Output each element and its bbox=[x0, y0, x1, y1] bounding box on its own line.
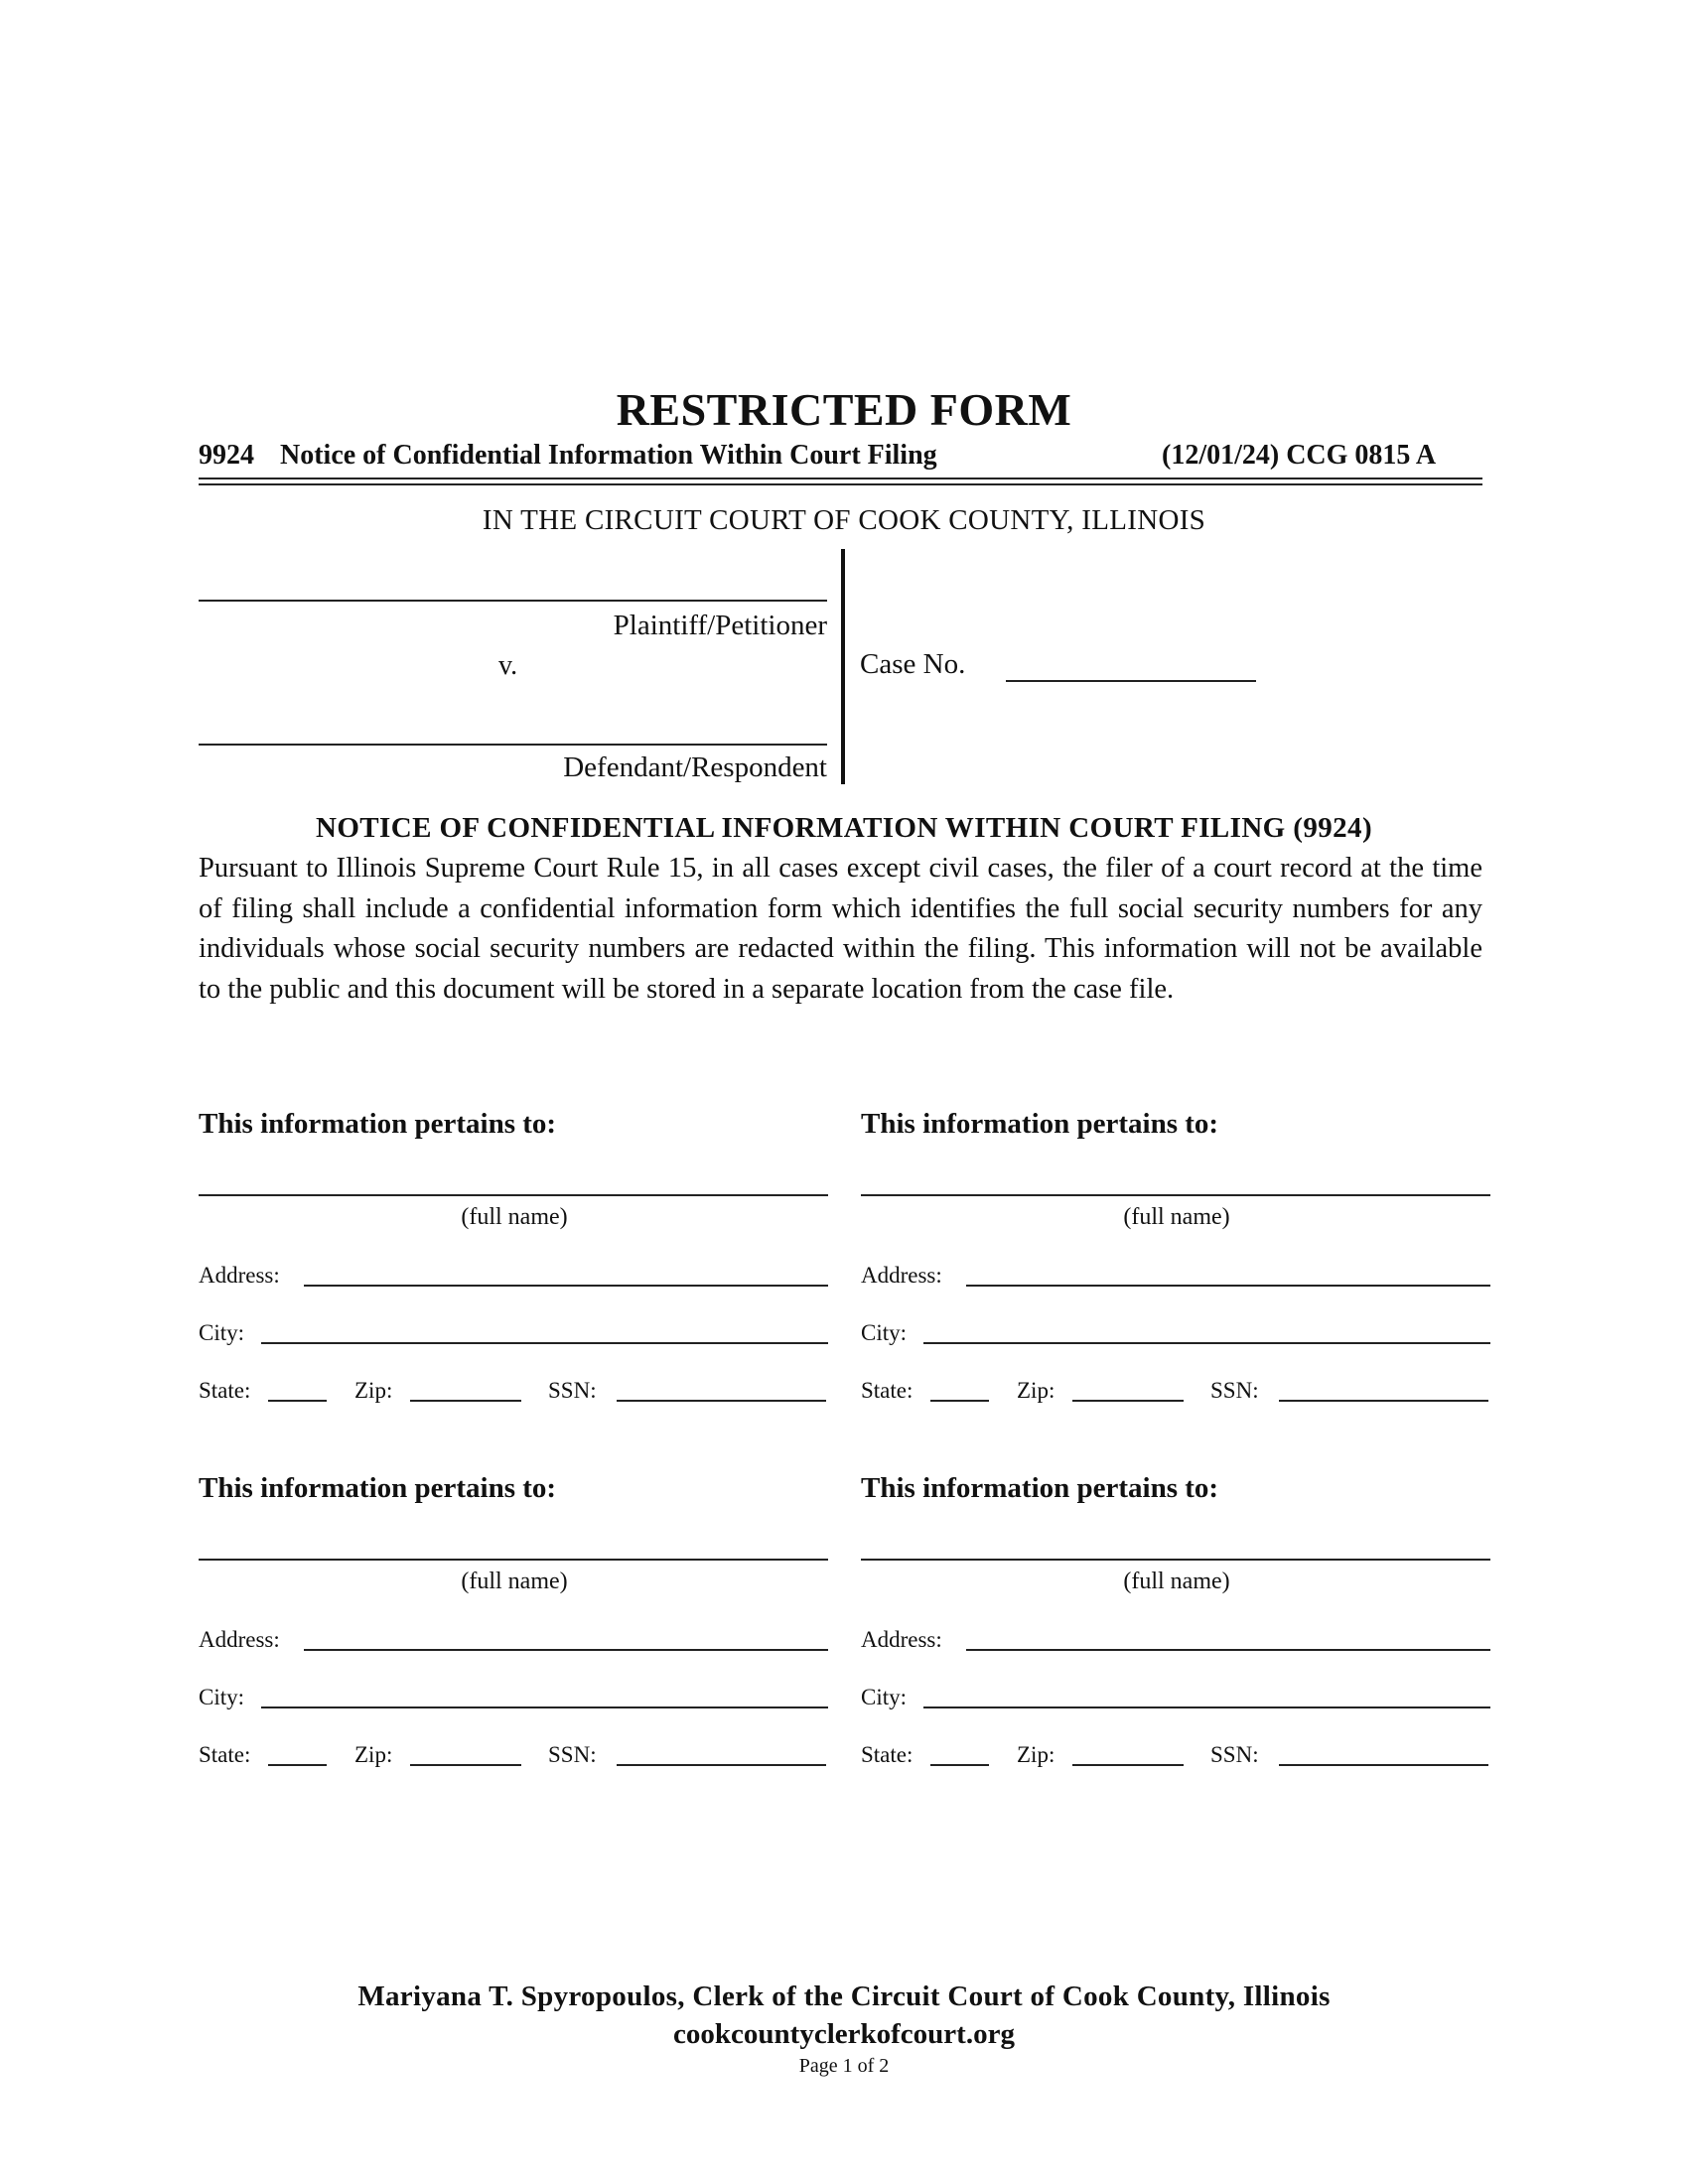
zip-field[interactable] bbox=[410, 1764, 521, 1766]
pertains-heading: This information pertains to: bbox=[199, 1108, 557, 1140]
caption-divider bbox=[841, 549, 845, 784]
zip-label: Zip: bbox=[1017, 1378, 1055, 1403]
city-field[interactable] bbox=[261, 1342, 828, 1344]
ssn-field[interactable] bbox=[617, 1400, 826, 1402]
state-field[interactable] bbox=[268, 1764, 327, 1766]
zip-label: Zip: bbox=[354, 1378, 393, 1403]
address-field[interactable] bbox=[966, 1285, 1490, 1287]
ssn-field[interactable] bbox=[1279, 1400, 1488, 1402]
ssn-label: SSN: bbox=[548, 1742, 597, 1767]
address-field[interactable] bbox=[966, 1649, 1490, 1651]
case-no-label: Case No. bbox=[860, 648, 966, 680]
pertains-heading: This information pertains to: bbox=[861, 1108, 1219, 1140]
city-field[interactable] bbox=[923, 1342, 1490, 1344]
case-no-field[interactable] bbox=[1006, 680, 1256, 682]
ssn-label: SSN: bbox=[1210, 1378, 1259, 1403]
city-label: City: bbox=[861, 1685, 908, 1709]
defendant-label: Defendant/Respondent bbox=[563, 751, 827, 783]
full-name-field[interactable] bbox=[861, 1559, 1490, 1561]
zip-field[interactable] bbox=[410, 1400, 521, 1402]
form-title: RESTRICTED FORM bbox=[616, 384, 1072, 435]
city-field[interactable] bbox=[923, 1706, 1490, 1708]
ssn-field[interactable] bbox=[1279, 1764, 1488, 1766]
zip-field[interactable] bbox=[1072, 1764, 1184, 1766]
plaintiff-name-line[interactable] bbox=[199, 600, 827, 602]
full-name-field[interactable] bbox=[199, 1559, 828, 1561]
zip-field[interactable] bbox=[1072, 1400, 1184, 1402]
full-name-field[interactable] bbox=[199, 1194, 828, 1196]
address-field[interactable] bbox=[304, 1285, 828, 1287]
ssn-field[interactable] bbox=[617, 1764, 826, 1766]
pertains-heading: This information pertains to: bbox=[861, 1472, 1219, 1504]
address-field[interactable] bbox=[304, 1649, 828, 1651]
court-name: IN THE CIRCUIT COURT OF COOK COUNTY, ILLINOIS bbox=[482, 504, 1206, 536]
state-label: State: bbox=[861, 1742, 914, 1767]
pertains-heading: This information pertains to: bbox=[199, 1472, 557, 1504]
full-name-caption: (full name) bbox=[1123, 1569, 1230, 1594]
form-number: 9924 bbox=[199, 440, 254, 471]
full-name-caption: (full name) bbox=[461, 1204, 568, 1230]
website-footer[interactable]: cookcountyclerkofcourt.org bbox=[673, 2018, 1015, 2050]
form-name: Notice of Confidential Information Within Court Filing bbox=[280, 440, 937, 471]
state-label: State: bbox=[861, 1378, 914, 1403]
notice-heading: NOTICE OF CONFIDENTIAL INFORMATION WITHIN COURT FILING (9924) bbox=[316, 812, 1372, 844]
header-rule-bottom bbox=[199, 483, 1482, 485]
full-name-caption: (full name) bbox=[1123, 1204, 1230, 1230]
state-label: State: bbox=[199, 1378, 251, 1403]
city-label: City: bbox=[199, 1685, 245, 1709]
address-label: Address: bbox=[199, 1263, 280, 1288]
state-field[interactable] bbox=[268, 1400, 327, 1402]
zip-label: Zip: bbox=[1017, 1742, 1055, 1767]
zip-label: Zip: bbox=[354, 1742, 393, 1767]
header-rule-top bbox=[199, 478, 1482, 479]
full-name-field[interactable] bbox=[861, 1194, 1490, 1196]
ssn-label: SSN: bbox=[1210, 1742, 1259, 1767]
ssn-label: SSN: bbox=[548, 1378, 597, 1403]
state-label: State: bbox=[199, 1742, 251, 1767]
notice-body: Pursuant to Illinois Supreme Court Rule 15, in all cases except civil cases, the filer of a court record at the time of filing shall include a confidential information form which identifies the full social security numbers for any individuals whose social security numbers are redacted within the filing. This information will not be available to the public and this document will be stored in a separate location from the case file. bbox=[199, 853, 1482, 1005]
city-label: City: bbox=[199, 1320, 245, 1345]
address-label: Address: bbox=[199, 1627, 280, 1652]
state-field[interactable] bbox=[930, 1400, 989, 1402]
defendant-name-line[interactable] bbox=[199, 744, 827, 746]
clerk-footer: Mariyana T. Spyropoulos, Clerk of the Circuit Court of Cook County, Illinois bbox=[357, 1980, 1331, 2012]
address-label: Address: bbox=[861, 1627, 942, 1652]
full-name-caption: (full name) bbox=[461, 1569, 568, 1594]
city-label: City: bbox=[861, 1320, 908, 1345]
page-number: Page 1 of 2 bbox=[798, 2055, 890, 2077]
city-field[interactable] bbox=[261, 1706, 828, 1708]
form-code: (12/01/24) CCG 0815 A bbox=[1162, 440, 1437, 471]
versus-label: v. bbox=[498, 650, 518, 681]
address-label: Address: bbox=[861, 1263, 942, 1288]
plaintiff-label: Plaintiff/Petitioner bbox=[613, 610, 827, 641]
state-field[interactable] bbox=[930, 1764, 989, 1766]
